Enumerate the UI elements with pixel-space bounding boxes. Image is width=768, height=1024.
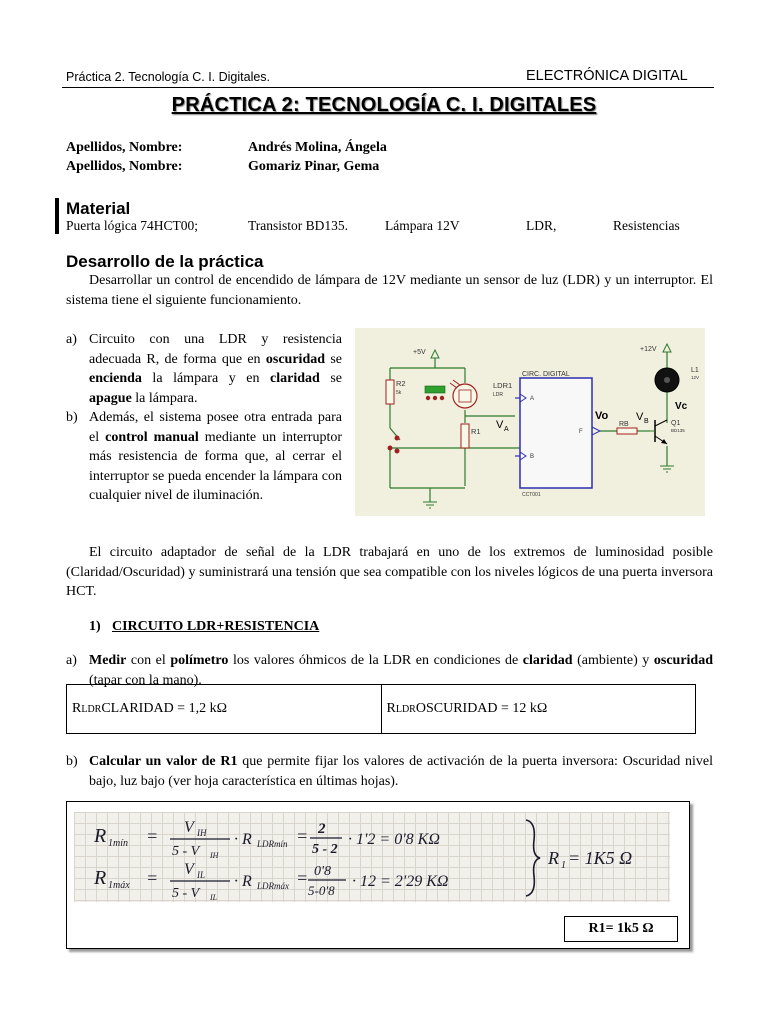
circuit-r2-label: R2	[396, 379, 406, 388]
svg-text:· R: · R	[234, 873, 252, 890]
circuit-q1-type: BD135	[671, 428, 685, 433]
svg-text:IL: IL	[210, 893, 218, 902]
circuit-vb-label: V	[636, 411, 644, 423]
circuit-vc-label: Vc	[675, 401, 688, 412]
svg-text:IH: IH	[210, 851, 219, 860]
student-2-label: Apellidos, Nombre:	[66, 159, 183, 174]
item-b-marker: b)	[66, 410, 78, 425]
circuit-chip-pin-f: F	[579, 429, 583, 435]
circuit-chip-pin-b: B	[530, 454, 535, 460]
material-heading: Material	[66, 199, 131, 218]
svg-text:1máx: 1máx	[108, 880, 130, 891]
circuit-v5-label: +5V	[413, 349, 426, 356]
item-b-text: Además, el sistema posee otra entrada para el control manual mediante un interruptor más resistencia de forma que, al cerrar el interruptor se pueda encender la lámpara con cualquier nivel de iluminación.	[89, 410, 342, 503]
handwritten-calculation	[74, 812, 670, 902]
step-b-text: Calcular un valor de R1 que permite fijar los valores de activación de la puerta inversora: Oscuridad nivel bajo, luz bajo (ver hoja característica en últimas hojas).	[89, 754, 713, 789]
page-title: PRÁCTICA 2: TECNOLOGÍA C. I. DIGITALES	[171, 94, 597, 116]
adapter-paragraph: El circuito adaptador de señal de la LDR trabajará en uno de los extremos de luminosidad posible (Claridad/Oscuridad) y suministrará una tensión que sea compatible con los niveles lógicos de una puerta inversora HCT.	[66, 545, 713, 599]
circuit-ldr-label: LDR1	[493, 381, 513, 390]
svg-text:=: =	[146, 826, 159, 846]
student-1-name: Andrés Molina, Ángela	[248, 140, 387, 155]
svg-text:0'8: 0'8	[314, 864, 331, 879]
student-2-name: Gomariz Pinar, Gema	[248, 159, 380, 174]
student-1-label: Apellidos, Nombre:	[66, 140, 183, 155]
circuit-ldr-type: LDR	[493, 392, 504, 398]
svg-text:5 - V: 5 - V	[172, 844, 200, 859]
svg-text:1: 1	[561, 860, 566, 871]
svg-text:IH: IH	[197, 828, 207, 838]
material-item-5: Resistencias	[613, 218, 680, 233]
material-item-3: Lámpara 12V	[385, 218, 460, 233]
svg-text:V: V	[184, 861, 194, 878]
svg-text:=: =	[296, 868, 309, 888]
circuit-diagram	[355, 328, 705, 516]
r1-result-box: R1= 1k5 Ω	[564, 916, 678, 942]
desarrollo-intro: Desarrollar un control de encendido de lámpara de 12V mediante un sensor de luz (LDR) y un interruptor. El sistema tiene el siguiente funcionamiento.	[66, 273, 713, 308]
svg-text:IL: IL	[197, 870, 206, 880]
svg-text:· 12 = 2'29 KΩ: · 12 = 2'29 KΩ	[352, 873, 449, 890]
circuit-chip-pin-a: A	[530, 396, 535, 402]
measurements-table	[66, 684, 696, 734]
svg-text:· 1'2 = 0'8 KΩ: · 1'2 = 0'8 KΩ	[348, 831, 440, 848]
step-a-marker: a)	[66, 653, 77, 668]
circuit-va-label: V	[496, 419, 504, 431]
circuit-l1-rating: 12V	[691, 375, 700, 380]
measurement-claridad: R LDR CLARIDAD = 1,2 kΩ	[72, 701, 227, 716]
item-a-marker: a)	[66, 332, 77, 347]
item-a-text: Circuito con una LDR y resistencia adecuada R, de forma que en oscuridad se encienda la lámpara y en claridad se apague la lámpara.	[89, 332, 342, 406]
svg-text:1mín: 1mín	[108, 838, 128, 849]
circuit-l1-label: L1	[691, 367, 699, 374]
svg-text:5-0'8: 5-0'8	[308, 883, 335, 898]
svg-text:LDRmín: LDRmín	[257, 839, 288, 849]
circuit-chip-title: CIRC. DIGITAL	[522, 371, 570, 378]
circuit-v12-label: +12V	[640, 346, 657, 353]
circuit-rb-label: RB	[619, 421, 629, 428]
section-1-number: 1)	[89, 619, 101, 634]
circuit-vo-label: Vo	[595, 410, 609, 422]
section-1-title: CIRCUITO LDR+RESISTENCIA	[112, 619, 320, 634]
step-b-marker: b)	[66, 754, 78, 769]
section-marker	[55, 198, 59, 234]
desarrollo-heading: Desarrollo de la práctica	[66, 252, 264, 271]
material-item-1: Puerta lógica 74HCT00;	[66, 218, 198, 233]
svg-text:R: R	[548, 848, 559, 868]
header-left: Práctica 2. Tecnología C. I. Digitales.	[66, 70, 271, 84]
circuit-r2-value: 5k	[396, 390, 402, 396]
svg-text:2: 2	[318, 821, 326, 837]
circuit-r1-label: R1	[471, 427, 481, 436]
svg-text:5 - 2: 5 - 2	[312, 842, 338, 857]
svg-text:=: =	[146, 868, 159, 888]
material-item-2: Transistor BD135.	[248, 218, 349, 233]
circuit-q1-label: Q1	[671, 420, 681, 427]
header-divider	[62, 87, 714, 88]
circuit-va-sub: A	[504, 426, 509, 433]
material-item-4: LDR,	[526, 218, 557, 233]
svg-text:R: R	[94, 825, 107, 847]
svg-text:R: R	[94, 867, 107, 889]
svg-text:=: =	[296, 826, 309, 846]
circuit-vb-sub: B	[644, 418, 649, 425]
svg-text:= 1K5 Ω: = 1K5 Ω	[568, 848, 633, 868]
svg-text:5 - V: 5 - V	[172, 886, 200, 901]
header-right: ELECTRÓNICA DIGITAL	[526, 68, 688, 84]
svg-text:· R: · R	[234, 831, 252, 848]
svg-text:LDRmáx: LDRmáx	[257, 881, 289, 891]
svg-text:V: V	[184, 819, 194, 836]
circuit-chip-name: CCT001	[522, 492, 541, 498]
step-a-text: Medir con el polímetro los valores óhmicos de la LDR en condiciones de claridad (ambiente) y oscuridad (tapar con la mano).	[89, 653, 713, 688]
measurement-oscuridad: R LDR OSCURIDAD = 12 kΩ	[381, 685, 696, 733]
